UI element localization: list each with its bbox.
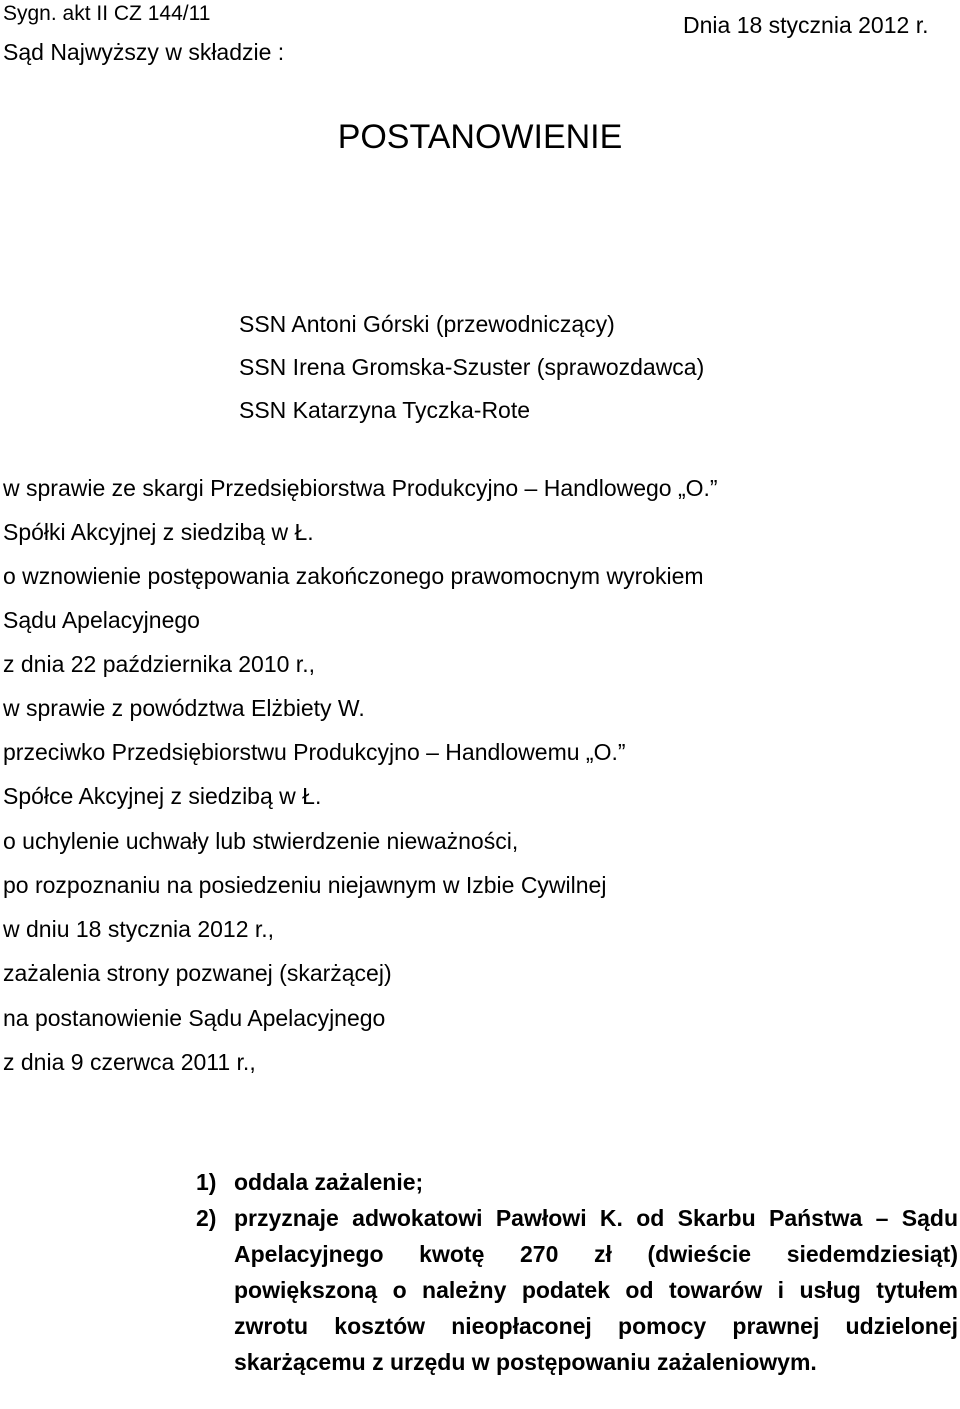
case-signature: Sygn. akt II CZ 144/11 <box>3 2 211 25</box>
judge-rapporteur: SSN Irena Gromska-Szuster (sprawozdawca) <box>239 354 705 380</box>
judge-member: SSN Katarzyna Tyczka-Rote <box>239 397 531 423</box>
case-line: w sprawie z powództwa Elżbiety W. <box>3 695 365 721</box>
operative-item-text: oddala zażalenie; <box>234 1169 424 1195</box>
operative-item-text: przyznaje adwokatowi Pawłowi K. od Skarbu Państwa – Sądu Apelacyjnego kwotę 270 zł (dwieście siedemdziesiąt) powiększoną o należny podatek od towarów i usług tytułem zwrotu kosztów nieopłaconej pomocy prawnej udzielonej skarżącemu z urzędu w postępowaniu zażaleniowym. <box>234 1205 958 1375</box>
case-line: z dnia 22 października 2010 r., <box>3 651 315 677</box>
case-line: po rozpoznaniu na posiedzeniu niejawnym w Izbie Cywilnej <box>3 872 607 898</box>
operative-part <box>196 1164 958 1380</box>
operative-item <box>196 1200 958 1380</box>
case-line: na postanowienie Sądu Apelacyjnego <box>3 1005 386 1031</box>
case-line: w dniu 18 stycznia 2012 r., <box>3 916 275 942</box>
case-line: o uchylenie uchwały lub stwierdzenie nieważności, <box>3 828 519 854</box>
case-line: zażalenia strony pozwanej (skarżącej) <box>3 960 392 986</box>
operative-item <box>196 1164 958 1200</box>
decision-date: Dnia 18 stycznia 2012 r. <box>683 12 929 38</box>
operative-item-number: 2) <box>196 1205 217 1231</box>
case-line: o wznowienie postępowania zakończonego prawomocnym wyrokiem <box>3 563 704 589</box>
operative-item-number: 1) <box>196 1169 217 1195</box>
case-line: Spółki Akcyjnej z siedzibą w Ł. <box>3 519 314 545</box>
case-line: Sądu Apelacyjnego <box>3 607 200 633</box>
case-line: w sprawie ze skargi Przedsiębiorstwa Produkcyjno – Handlowego „O.” <box>3 475 718 501</box>
judge-presiding: SSN Antoni Górski (przewodniczący) <box>239 311 615 337</box>
court-composition-label: Sąd Najwyższy w składzie : <box>3 39 285 65</box>
case-line: z dnia 9 czerwca 2011 r., <box>3 1049 256 1075</box>
case-line: Spółce Akcyjnej z siedzibą w Ł. <box>3 783 322 809</box>
case-line: przeciwko Przedsiębiorstwu Produkcyjno – Handlowemu „O.” <box>3 739 626 765</box>
document-title: POSTANOWIENIE <box>337 118 623 156</box>
